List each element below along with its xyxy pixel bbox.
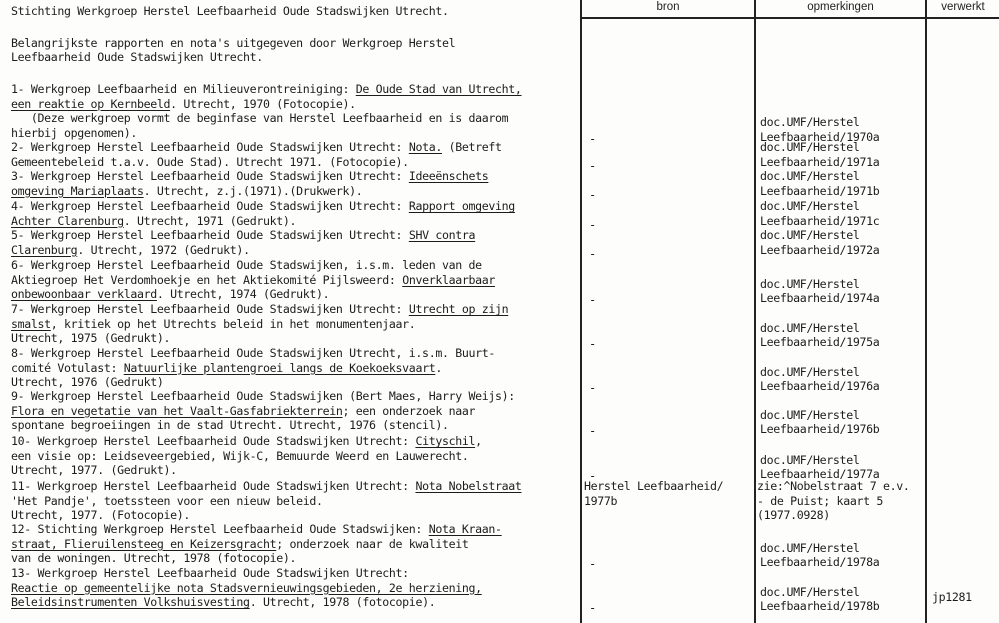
entry-text: een visie op: Leidseveergebied, Wijk-C, Bemuurde Weerd en Lauwerecht.	[11, 448, 469, 463]
entry-1-line-4	[11, 126, 137, 140]
entry-text: 4- Werkgroep Herstel Leefbaarheid Oude Stadswijken Utrecht:	[11, 199, 409, 213]
opmerking-11-line-2: - de Puist; kaart 5	[757, 493, 883, 508]
entry-underlined-title: Natuurlijke plantengroei langs de Koekoeksvaart	[123, 360, 436, 375]
entry-10-line-1	[11, 434, 482, 448]
opmerking-4-line-1: doc.UMF/Herstel	[760, 199, 860, 213]
entry-text: 'Het Pandje', toetssteen voor een nieuw beleid.	[11, 493, 323, 508]
opmerking-1-line-2: Leefbaarheid/1970a	[760, 129, 880, 144]
opmerking-3-line-2: Leefbaarheid/1971b	[760, 183, 880, 198]
entry-12-line-2	[11, 537, 468, 551]
bron-dash-5: -	[589, 246, 596, 261]
entry-9-line-1	[11, 389, 515, 403]
entry-text: Utrecht, 1975 (Gedrukt).	[11, 331, 171, 346]
entry-text: (Deze werkgroep vormt de beginfase van Herstel Leefbaarheid en is daarom	[11, 111, 509, 126]
entry-underlined-title: SHV contra	[408, 228, 476, 242]
bron-dash-8: -	[589, 381, 596, 396]
entry-3-line-1	[11, 169, 488, 183]
entry-4-line-2	[11, 214, 296, 228]
bron-11-line-2: 1977b	[584, 493, 618, 508]
entry-text: 10- Werkgroep Herstel Leefbaarheid Oude Stadswijken Utrecht:	[11, 434, 416, 448]
opmerking-5-line-2: Leefbaarheid/1972a	[760, 242, 880, 257]
entry-text: . Utrecht, 1970 (Fotocopie).	[170, 96, 356, 111]
entry-3-line-2	[11, 184, 362, 198]
entry-1-line-2	[11, 97, 356, 111]
entry-7-line-3	[11, 331, 170, 345]
entry-text: . Utrecht, 1972 (Gedrukt).	[77, 242, 250, 257]
entry-text: ,	[475, 434, 482, 448]
entry-underlined-title: Utrecht op zijn	[408, 302, 509, 316]
entry-text: Gemeentebeleid t.a.v. Oude Stad). Utrecht 1971. (Fotocopie).	[11, 154, 409, 169]
entry-13-line-1	[11, 566, 409, 580]
entry-11-line-1	[11, 479, 522, 493]
entry-9-line-3	[11, 418, 449, 432]
entry-6-line-3	[11, 287, 329, 301]
entry-7-line-2	[11, 317, 415, 331]
entry-13-line-3	[11, 595, 435, 609]
entry-text: 1- Werkgroep Leefbaarheid en Milieuverontreiniging:	[11, 82, 356, 96]
opmerking-6-line-2: Leefbaarheid/1974a	[760, 291, 880, 306]
entry-text: Aktiegroep Het Verdomhoekje en het Aktiekomité Pijlsweerd:	[11, 272, 403, 287]
opmerking-11-line-1: zie:^Nobelstraat 7 e.v.	[757, 479, 910, 493]
entry-8-line-2	[11, 361, 442, 375]
entry-underlined-title: omgeving Mariaplaats	[11, 183, 144, 198]
opmerking-2-line-1: doc.UMF/Herstel	[760, 140, 860, 154]
entry-1-line-1	[11, 82, 522, 96]
opmerking-12-line-1: doc.UMF/Herstel	[760, 540, 860, 555]
opmerking-4-line-2: Leefbaarheid/1971c	[760, 213, 880, 228]
entry-text: 12- Stichting Werkgroep Herstel Leefbaarheid Oude Stadswijken:	[11, 522, 429, 536]
bron-dash-13: -	[589, 601, 596, 616]
opmerking-2-line-2: Leefbaarheid/1971a	[760, 154, 880, 169]
entry-underlined-title: Beleidsinstrumenten Volkshuisvesting	[11, 595, 250, 610]
bron-dash-4: -	[589, 217, 596, 232]
bron-dash-1: -	[589, 131, 596, 146]
entry-text: (Betreft	[441, 140, 502, 154]
opmerking-11-line-3: (1977.0928)	[757, 508, 830, 523]
entry-7-line-1	[11, 302, 508, 316]
bron-dash-9: -	[589, 424, 596, 439]
entry-text: 9- Werkgroep Herstel Leefbaarheid Oude Stadswijken (Bert Maes, Harry Weijs):	[11, 389, 515, 403]
opmerking-10-line-2: Leefbaarheid/1977a	[760, 467, 880, 482]
entry-12-line-3	[11, 551, 296, 565]
opmerking-7-line-1: doc.UMF/Herstel	[760, 320, 860, 335]
column-header-bron: bron	[656, 1, 680, 13]
header-rule	[580, 17, 999, 19]
entry-8-line-3	[11, 375, 164, 389]
column-divider-opmerkingen	[754, 0, 756, 623]
verwerkt-13: jp1281	[932, 590, 972, 605]
entry-2-line-1	[11, 140, 502, 154]
entry-text: .	[435, 360, 442, 375]
entry-text: 11- Werkgroep Herstel Leefbaarheid Oude Stadswijken Utrecht:	[11, 479, 416, 493]
entry-underlined-title: Nota Nobelstraat	[415, 479, 522, 493]
opmerking-1-line-1: doc.UMF/Herstel	[760, 115, 860, 130]
opmerking-9-line-2: Leefbaarheid/1976b	[760, 422, 880, 437]
entry-text: comité Votulast:	[11, 360, 124, 375]
entry-underlined-title: onbewoonbaar verklaard	[11, 287, 157, 302]
entry-9-line-2	[11, 404, 475, 418]
bron-dash-6: -	[589, 293, 596, 308]
opmerking-13-line-1: doc.UMF/Herstel	[760, 584, 860, 599]
entry-text: , kritiek op het Utrechts beleid in het monumentenjaar.	[50, 316, 416, 331]
bron-dash-2: -	[589, 158, 596, 173]
opmerking-6-line-1: doc.UMF/Herstel	[760, 276, 860, 291]
column-divider-bron	[580, 0, 582, 623]
entry-text: van de woningen. Utrecht, 1978 (fotocopie).	[11, 551, 297, 566]
entry-1-line-3	[11, 111, 508, 125]
entry-text: ; een onderzoek naar	[342, 403, 476, 418]
entry-text: 13- Werkgroep Herstel Leefbaarheid Oude Stadswijken Utrecht:	[11, 566, 409, 580]
entry-text: Utrecht, 1977. (Gedrukt).	[11, 463, 177, 478]
entry-11-line-3	[11, 508, 190, 522]
entry-underlined-title: smalst	[11, 316, 51, 331]
opmerking-8-line-1: doc.UMF/Herstel	[760, 364, 860, 379]
entry-text: 7- Werkgroep Herstel Leefbaarheid Oude Stadswijken Utrecht:	[11, 302, 409, 316]
bron-dash-7: -	[589, 337, 596, 352]
entry-underlined-title: Nota.	[408, 140, 442, 154]
entry-2-line-2	[11, 155, 409, 169]
opmerking-9-line-1: doc.UMF/Herstel	[760, 407, 860, 422]
entry-underlined-title: Ideeënschets	[408, 169, 489, 183]
entry-underlined-title: Achter Clarenburg	[11, 213, 124, 228]
opmerking-7-line-2: Leefbaarheid/1975a	[760, 335, 880, 350]
entry-text: . Utrecht, 1974 (Gedrukt).	[156, 287, 330, 302]
entry-text: 6- Werkgroep Herstel Leefbaarheid Oude Stadswijken, i.s.m. leden van de	[11, 258, 482, 272]
entry-10-line-3	[11, 463, 177, 477]
entry-10-line-2	[11, 449, 468, 463]
entry-text: hierbij opgenomen).	[11, 125, 137, 140]
entry-8-line-1	[11, 346, 495, 360]
entry-text: . Utrecht, 1971 (Gedrukt).	[123, 213, 297, 228]
column-header-verwerkt: verwerkt	[941, 1, 985, 13]
entry-13-line-2	[11, 581, 482, 595]
entry-6-line-2	[11, 273, 495, 287]
entry-11-line-2	[11, 494, 323, 508]
entry-text: Utrecht, 1976 (Gedrukt)	[11, 375, 164, 390]
entry-underlined-title: Rapport omgeving	[408, 199, 515, 213]
entry-underlined-title: Clarenburg	[11, 242, 78, 257]
entry-underlined-title: Flora en vegetatie van het Vaalt-Gasfabriekterrein	[11, 403, 343, 418]
column-header-opmerkingen: opmerkingen	[807, 1, 874, 13]
entry-5-line-2	[11, 243, 250, 257]
entry-underlined-title: straat, Flieruilensteeg en Keizersgracht	[11, 536, 277, 551]
entry-underlined-title: een reaktie op Kernbeeld	[11, 96, 171, 111]
entry-12-line-1	[11, 522, 502, 536]
column-divider-verwerkt	[925, 0, 927, 623]
opmerking-5-line-1: doc.UMF/Herstel	[760, 228, 860, 242]
entry-text: . Utrecht, z.j.(1971).(Drukwerk).	[143, 183, 363, 198]
entry-underlined-title: Cityschil	[415, 434, 476, 448]
entry-text: 2- Werkgroep Herstel Leefbaarheid Oude Stadswijken Utrecht:	[11, 140, 409, 154]
bron-dash-10: -	[589, 469, 596, 484]
entry-text: ; onderzoek naar de kwaliteit	[276, 536, 469, 551]
bron-dash-3: -	[589, 187, 596, 202]
intro-line-2: Leefbaarheid Oude Stadswijken Utrecht.	[11, 50, 263, 64]
entry-underlined-title: Reactie op gemeentelijke nota Stadsvernieuwingsgebieden, 2e herziening,	[11, 580, 482, 595]
entry-text: 3- Werkgroep Herstel Leefbaarheid Oude Stadswijken Utrecht:	[11, 169, 409, 183]
bron-dash-12: -	[589, 557, 596, 572]
entry-text: Utrecht, 1977. (Fotocopie).	[11, 508, 191, 523]
entry-text: 5- Werkgroep Herstel Leefbaarheid Oude Stadswijken Utrecht:	[11, 228, 409, 242]
entry-4-line-1	[11, 199, 515, 213]
opmerking-13-line-2: Leefbaarheid/1978b	[760, 599, 880, 614]
opmerking-10-line-1: doc.UMF/Herstel	[760, 452, 860, 467]
bron-11-line-1: Herstel Leefbaarheid/	[584, 479, 724, 493]
entry-underlined-title: Nota Kraan-	[428, 522, 502, 536]
intro-line-1: Belangrijkste rapporten en nota's uitgegeven door Werkgroep Herstel	[11, 36, 456, 50]
entry-text: 8- Werkgroep Herstel Leefbaarheid Oude Stadswijken Utrecht, i.s.m. Buurt-	[11, 346, 495, 360]
entry-5-line-1	[11, 228, 475, 242]
entry-underlined-title: Onverklaarbaar	[402, 272, 496, 287]
entry-underlined-title: De Oude Stad van Utrecht,	[355, 82, 522, 96]
entry-text: . Utrecht, 1978 (fotocopie).	[249, 595, 436, 610]
opmerking-8-line-2: Leefbaarheid/1976a	[760, 379, 880, 394]
document-title: Stichting Werkgroep Herstel Leefbaarheid Oude Stadswijken Utrecht.	[11, 4, 449, 18]
entry-text: spontane begroeiingen in de stad Utrecht. Utrecht, 1976 (stencil).	[11, 418, 449, 433]
opmerking-12-line-2: Leefbaarheid/1978a	[760, 555, 880, 570]
opmerking-3-line-1: doc.UMF/Herstel	[760, 169, 860, 183]
entry-6-line-1	[11, 258, 482, 272]
